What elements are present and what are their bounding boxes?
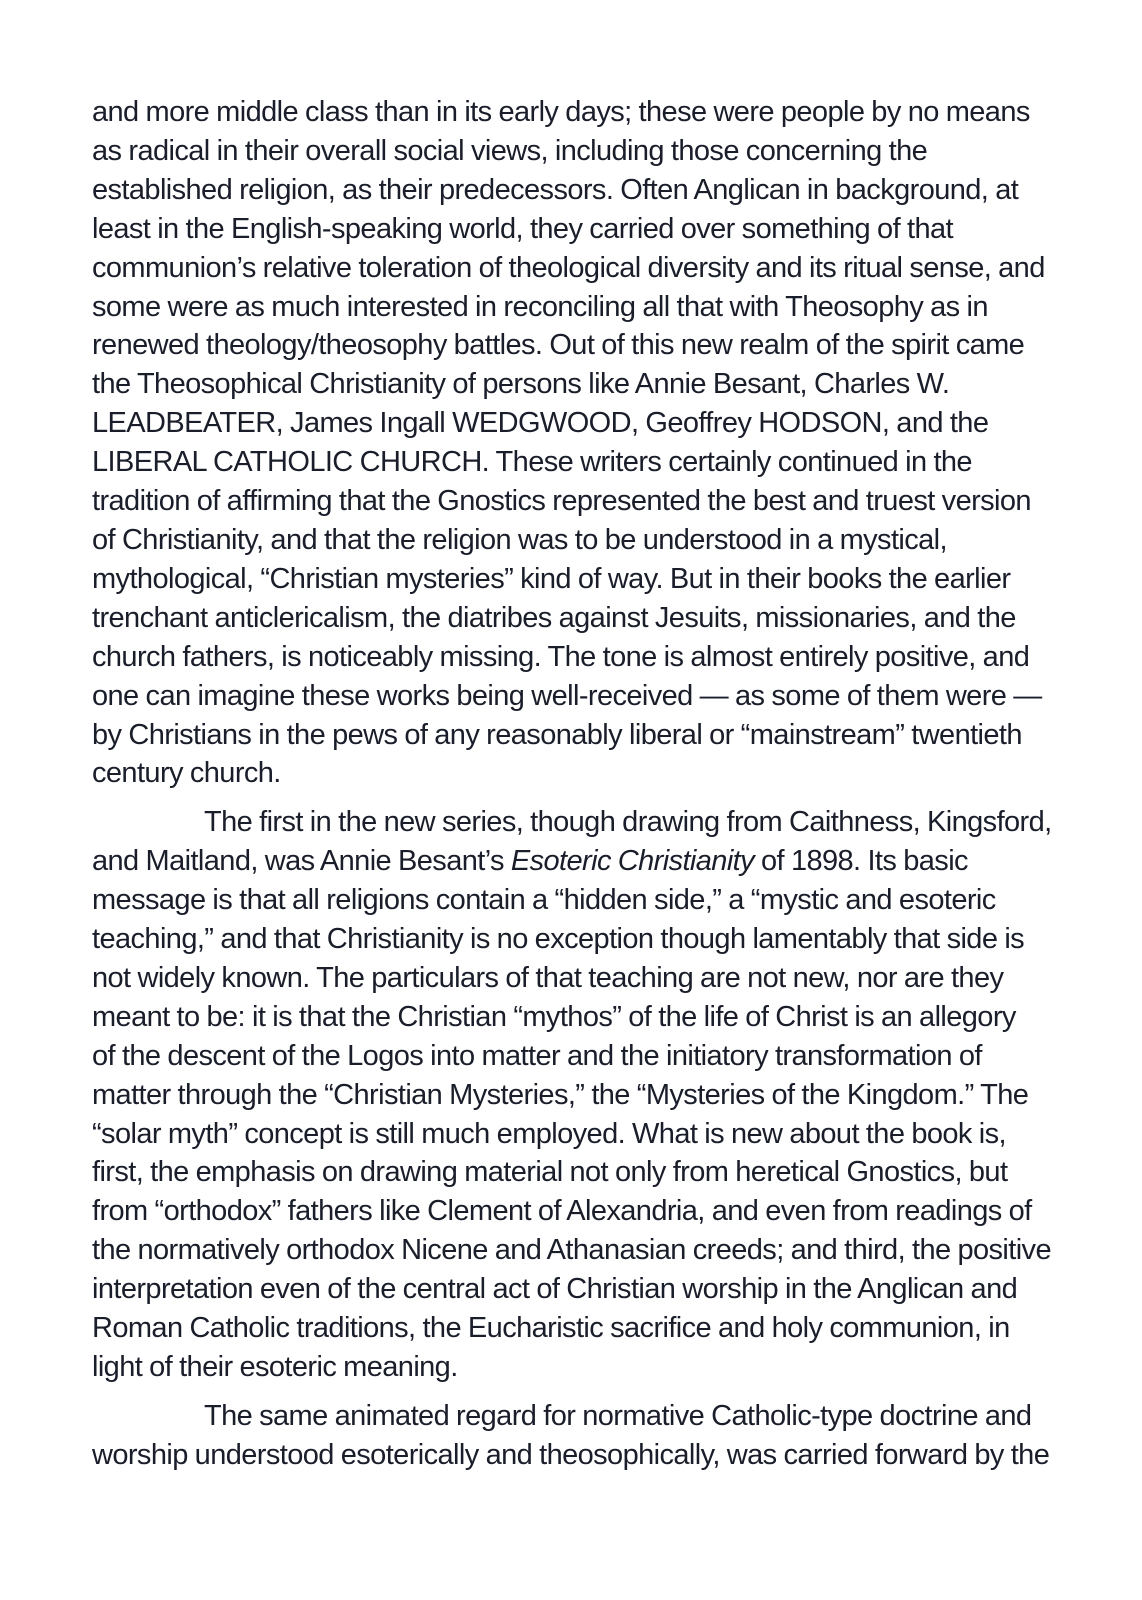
text-line: LIBERAL CATHOLIC CHURCH. These writers certainly continued in the <box>92 446 972 479</box>
text-line: first, the emphasis on drawing material not only from heretical Gnostics, but <box>92 1156 1008 1189</box>
text-line: message is that all religions contain a “hidden side,” a “mystic and esoteric <box>92 884 996 917</box>
text-line: teaching,” and that Christianity is no exception though lamentably that side is <box>92 923 1025 956</box>
text-line: established religion, as their predecessors. Often Anglican in background, at <box>92 173 1019 206</box>
text-line: not widely known. The particulars of that teaching are not new, nor are they <box>92 961 1004 994</box>
text-line: century church. <box>92 757 281 790</box>
text-line: mythological, “Christian mysteries” kind of way. But in their books the earlier <box>92 562 1011 595</box>
text-line: LEADBEATER, James Ingall WEDGWOOD, Geoffrey HODSON, and the <box>92 407 989 440</box>
text-line: meant to be: it is that the Christian “mythos” of the life of Christ is an allegory <box>92 1000 1016 1033</box>
text-run: of 1898. Its basic <box>754 845 968 878</box>
text-line: the normatively orthodox Nicene and Athanasian creeds; and third, the positive <box>92 1234 1051 1267</box>
text-line: The first in the new series, though drawing from Caithness, Kingsford, <box>204 806 1052 839</box>
text-line: one can imagine these works being well-received — as some of them were — <box>92 679 1042 712</box>
text-line: of Christianity, and that the religion was to be understood in a mystical, <box>92 523 947 556</box>
paragraph <box>92 1397 1057 1475</box>
text-line: renewed theology/theosophy battles. Out of this new realm of the spirit came <box>92 329 1025 362</box>
text-line: and more middle class than in its early days; these were people by no means <box>92 96 1030 128</box>
paragraph <box>92 93 1057 793</box>
text-line: trenchant anticlericalism, the diatribes against Jesuits, missionaries, and the <box>92 601 1016 634</box>
text-line: interpretation even of the central act of Christian worship in the Anglican and <box>92 1273 1018 1306</box>
text-line: tradition of affirming that the Gnostics represented the best and truest version <box>92 485 1031 518</box>
paragraph <box>92 803 1057 1387</box>
text-line: “solar myth” concept is still much employed. What is new about the book is, <box>92 1117 1006 1150</box>
text-line: church fathers, is noticeably missing. The tone is almost entirely positive, and <box>92 640 1030 673</box>
document-page <box>92 93 1057 1475</box>
text-line: from “orthodox” fathers like Clement of Alexandria, and even from readings of <box>92 1195 1032 1228</box>
text-line: the Theosophical Christianity of persons like Annie Besant, Charles W. <box>92 368 950 401</box>
text-line: by Christians in the pews of any reasonably liberal or “mainstream” twentieth <box>92 718 1022 751</box>
text-line <box>92 842 1057 881</box>
text-line: Roman Catholic traditions, the Eucharistic sacrifice and holy communion, in <box>92 1312 1010 1345</box>
text-line: of the descent of the Logos into matter and the initiatory transformation of <box>92 1039 982 1072</box>
text-line: matter through the “Christian Mysteries,” the “Mysteries of the Kingdom.” The <box>92 1078 1029 1111</box>
text-line: The same animated regard for normative Catholic-type doctrine and <box>204 1399 1032 1432</box>
text-line: light of their esoteric meaning. <box>92 1351 458 1383</box>
text-line: as radical in their overall social views, including those concerning the <box>92 134 928 167</box>
text-line: some were as much interested in reconciling all that with Theosophy as in <box>92 290 988 323</box>
text-line: least in the English-speaking world, they carried over something of that <box>92 212 953 245</box>
text-line: worship understood esoterically and theosophically, was carried forward by the <box>92 1438 1050 1471</box>
text-line: communion’s relative toleration of theological diversity and its ritual sense, and <box>92 251 1045 284</box>
book-title: Esoteric Christianity <box>510 845 755 878</box>
text-run: and Maitland, was Annie Besant’s <box>92 845 511 878</box>
